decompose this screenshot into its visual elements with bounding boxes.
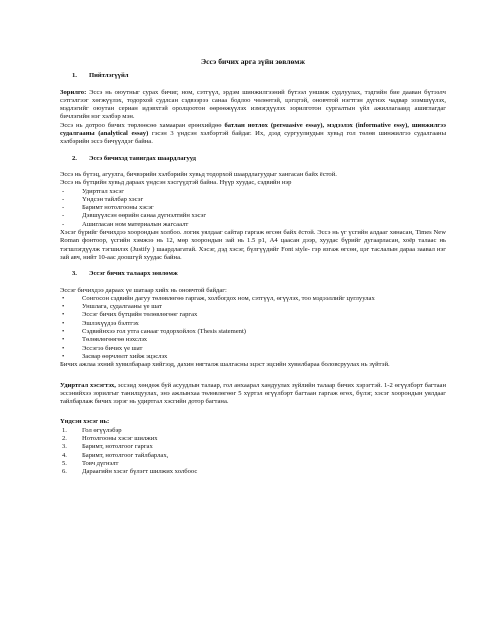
section-2-paragraph-3: Хэсэг бүрийг бичихдээ хоорондын холбоо. логик уялдааг сайтар гаргаж өгсөн байх ёстой. Эссэ нь үг үсгийн алдааг хянасан, Times New Roman фонтоор, үсгийн хэмжээ нь 12, мөр хоорондын зай нь 1.5 р1, А4 цаасан дээр, хуудас бүрийг дугаарласан, хоёр талаас нь тэгшлэгдүүлж тэгшилэх (Justify ) шаардлагатай. Хэсэг, дэд хэсэг, бүлгүүдийг Font style- гэр язгаж өгсөн, цэг таслалын дараа заавал нэг зай авч, нийт 10-аас доошгүй хуудас байна. bbox=[60, 229, 446, 261]
section-1-intro-text: Эссэ нь оюутныг сурах бичиг, ном, сэтгүүл, эрдэм шинжилгээний бүтээл уншиж судлуулах, тэдгийн бие дааван бүтээлч сэтгэлгээг хөгжүүлэх, тодорхой судлсан сэдвээрээ санаа бодлоо чөлөөтэй, цэгцтэй, оновчтой нэгтгэн дүгнэх чадвар эзэмшүүлэх, мэдлэгийг оюутан сериан идэвхтэй оролцоотон өөрөөжүүлэх измэгдүүлэх зорилготон сургалтын үйл ажиллагааид ашиглагдаг бичлэгийн нэг хэлбэр мэн. bbox=[60, 88, 446, 121]
section-3-title: Эссэг бичих талаарх зөвлөмж bbox=[89, 270, 178, 278]
main-part-list bbox=[60, 427, 446, 477]
section-2-paragraph-2: Эссэ нь бүтцийн хувьд дараах үндсэн хэсгүүдтэй байна. Нүүр хуудас, сэдвийн нэр bbox=[60, 179, 292, 187]
list-item: 4. Баримт, нотолгоог тайлбарлах, bbox=[62, 451, 169, 459]
list-item: • Сэдвийнхээ гол утга санааг тодорхойлох (Thesis statement) bbox=[62, 328, 246, 336]
section-1-paragraph-2 bbox=[60, 122, 446, 147]
list-item: • Эшлэхүүдээ бэлтгэх bbox=[62, 319, 139, 327]
section-1-intro-lead: Зорилго: bbox=[60, 88, 87, 96]
list-item: - Үндсэн тайлбар хэсэг bbox=[62, 195, 144, 203]
list-item: • Эссэгээ бичих үе шат bbox=[62, 344, 143, 352]
section-1-heading bbox=[72, 72, 446, 80]
document-title: Эссэ бичих арга зүйн зөвлөмж bbox=[201, 57, 305, 66]
section-1-title: Пийтлэгүүйл bbox=[89, 72, 129, 80]
list-item: 1. Гол өгүүлэбэр bbox=[62, 426, 122, 434]
section-3-heading bbox=[72, 270, 446, 278]
list-item: 6. Дараагийн хэсэг бүлэгт шилжих холбоос bbox=[62, 468, 198, 476]
section-2-title: Эссэ бичихэд тавигдах шаардлагууд bbox=[89, 154, 197, 162]
list-item: - Дэвшүүлсэн өөрийн санаа дүгнэлтийн хэсэг bbox=[62, 212, 207, 220]
section-3-p3-text: эссэид хөндөж буй асуудлын талаар, гол анхаарал хандуулах зүйлийн талаар бичих хэрэгтэй. 1-2 өгүүлбэрт багтаан эссэнийхээ зорилгыг танилцуулах, энэ ажлынхаа төлөвлөгөөг 5 хүртэл өгүүлбэрт багтаан гаргаж өгөх, бүлэг, хэсэг хоорондын уялдааг тайлбарлаж бичих зэрэг нь удиртгал хэсгийн дотор багтана. bbox=[60, 381, 446, 406]
section-3-p3-lead: Удиртгал хэсэгтэх, bbox=[60, 381, 116, 389]
section-3-paragraph-2: Бичих ажлаа эхний хувилбараар хийгээд, дахин нягталж шалгасны эцэст эцсийн хувилбараа боловсруулах нь зүйтэй. bbox=[60, 361, 390, 369]
list-item: • Уншлага, судалгааны үе шат bbox=[62, 303, 162, 311]
list-item: 5. Товч дүгнэлт bbox=[62, 459, 119, 467]
list-item: 2. Нотолгооны хэсэг шилжих bbox=[62, 434, 158, 442]
section-2-paragraph-1: Эссэ нь бүтэц, агуулга, бичвэрийн хэлбэрийн хувьд тодорхой шаардлагуудыг хангасан байх ёстой. bbox=[60, 170, 337, 178]
section-1-p2-a: Эссэ нь дотроо бичих төрлөөсөө хамааран ерөнхийдөө bbox=[60, 121, 225, 129]
structure-list bbox=[60, 188, 446, 229]
list-item: • Эссэг бичих бүтцийн төлөвлөгөөг гаргах bbox=[62, 311, 198, 319]
list-item: • Сонгосон сэдвийн дагуу төлөвлөгөө гаргаж, холбогдох ном, сэтгүүл, өгүүлэх, тоо мэдээллийг цуглуулах bbox=[62, 294, 375, 302]
list-item: - Удиртгал хэсэг bbox=[62, 187, 124, 195]
main-part-heading: Үндсэн хэсэг нь: bbox=[60, 418, 110, 426]
section-1-intro bbox=[60, 89, 446, 122]
section-1-number: 1. bbox=[72, 72, 77, 80]
section-1-p2-bold: батлан нотлох (persuasive essay), мэдээлэх (informative essy), шинжилгээ судалгааны (analytical essay) bbox=[60, 121, 446, 138]
section-3-number: 3. bbox=[72, 270, 77, 278]
section-2-number: 2. bbox=[72, 154, 77, 162]
section-2-heading bbox=[72, 155, 446, 163]
steps-bullet-list bbox=[60, 295, 446, 361]
section-3-paragraph-3 bbox=[60, 382, 446, 407]
list-item: 3. Баримт, нотолгоог гаргах bbox=[62, 443, 153, 451]
section-3-paragraph-1: Эссэг бичихдээ дараах үе шатаар хийх нь оновчтой байдаг: bbox=[60, 286, 227, 294]
section-1-p2-c: гэсэн 3 үндсэн хэлбэртэй байдаг. Их, дээд сургуулиудын хувьд гол төлөв шинжилгээ судалгааны хэлбэрийн эссэ бичүүлдэг байна. bbox=[60, 130, 447, 146]
list-item: - Ашигласан ном материалын жагсаалт bbox=[62, 220, 189, 228]
list-item: • Засвар өөрчлөлт хийж эцэслэх bbox=[62, 352, 168, 360]
list-item: • Төлөвлөгөөгөө нэхслэх bbox=[62, 336, 148, 344]
list-item: - Баримт нотолгооны хэсэг bbox=[62, 204, 154, 212]
